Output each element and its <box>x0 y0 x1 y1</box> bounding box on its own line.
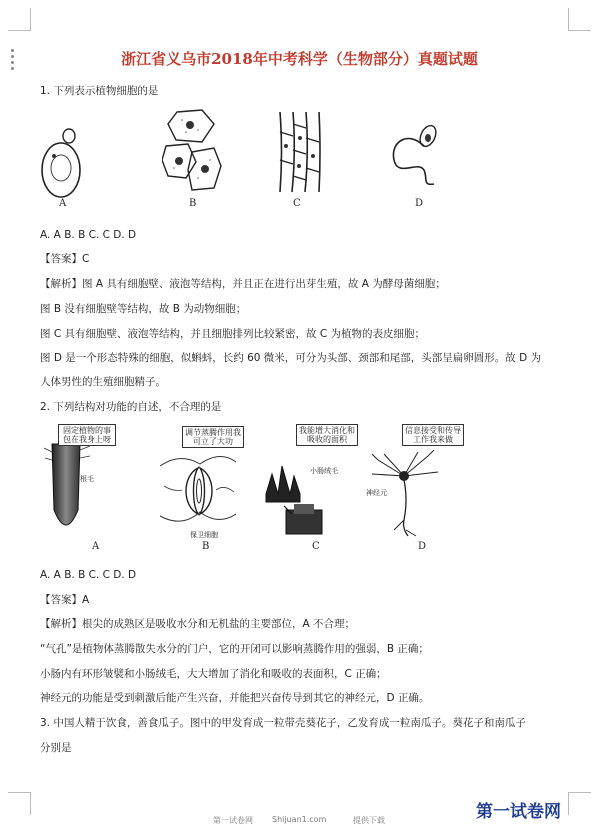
q2-label-neuron: 神经元 <box>366 489 387 497</box>
q2-figure-b-stoma <box>160 446 236 530</box>
q2-label-villi: 小肠绒毛 <box>310 467 338 475</box>
q2-analysis-line: 小肠内有环形皱襞和小肠绒毛，大大增加了消化和吸收的表面积，C 正确； <box>40 668 387 680</box>
q2-analysis-line: 神经元的功能是受到刺激后能产生兴奋，并能把兴奋传导到其它的神经元，D 正确。 <box>40 692 430 704</box>
brand-watermark: 第一试卷网 <box>476 802 561 822</box>
q2-figure-a-label: A <box>92 541 100 552</box>
q2-label-root-hair: 根毛 <box>80 475 94 483</box>
q1-figure-c-label: C <box>293 198 301 209</box>
q2-analysis-line: 【解析】根尖的成熟区是吸收水分和无机盐的主要部位，A 不合理； <box>40 618 356 630</box>
q1-analysis-line: 【解析】图 A 具有细胞壁、液泡等结构，并且正在进行出芽生殖，故 A 为酵母菌细胞； <box>40 278 446 290</box>
footer-download-text: 提供下载 <box>353 816 385 825</box>
footer-site-name: 第一试卷网 <box>213 816 253 825</box>
q2-figure-d-label: D <box>418 541 427 552</box>
q2-figure-b-label: B <box>202 541 210 552</box>
q3-stem-line: 3. 中国人精于饮食，善食瓜子。图中的甲发育成一粒带壳葵花子，乙发育成一粒南瓜子。葵花子和南瓜子 <box>40 717 526 729</box>
q1-figure-b-animal-cells <box>162 108 222 196</box>
q1-options: A. A B. B C. C D. D <box>40 229 137 241</box>
crop-mark-bottom-right <box>568 792 591 815</box>
q2-analysis-line: “气孔”是植物体蒸腾散失水分的门户，它的开闭可以影响蒸腾作用的强弱，B 正确； <box>40 643 429 655</box>
q3-stem-line: 分别是 <box>40 742 72 754</box>
q2-callout-a: 固定植物的事包在我身上呀 <box>58 424 116 446</box>
q2-callout-c: 我能增大消化和吸收的面积 <box>296 424 358 446</box>
q2-label-guard-cell: 保卫细胞 <box>190 531 218 539</box>
crop-mark-bottom-left <box>8 792 31 815</box>
page-title: 浙江省义乌市2018年中考科学（生物部分）真题试题 <box>121 50 478 68</box>
crop-mark-top-left <box>8 8 31 31</box>
q1-figure-b-label: B <box>189 198 197 209</box>
crop-mark-top-right <box>568 8 591 31</box>
q1-figure-a-yeast-cell <box>40 120 82 200</box>
q1-figure-a-label: A <box>59 198 67 209</box>
q2-options: A. A B. B C. C D. D <box>40 569 137 581</box>
q2-answer: 【答案】A <box>40 594 90 606</box>
q2-stem: 2. 下列结构对功能的自述，不合理的是 <box>40 401 222 413</box>
q1-analysis-line: 图 C 具有细胞壁、液泡等结构，并且细胞排列比较紧密，故 C 为植物的表皮细胞； <box>40 328 426 340</box>
q2-callout-b: 调节蒸腾作用我可立了大功 <box>182 426 244 448</box>
q1-figure-c-plant-epidermal-cells <box>277 110 323 194</box>
q1-stem: 1. 下列表示植物细胞的是 <box>40 85 159 97</box>
q1-analysis-line: 人体男性的生殖细胞精子。 <box>40 376 166 388</box>
q2-figure-a-root-tip <box>44 440 94 540</box>
footer-site-url[interactable]: Shijuan1.com <box>272 815 327 824</box>
q1-analysis-line: 图 B 没有细胞壁等结构，故 B 为动物细胞； <box>40 303 247 315</box>
q1-answer: 【答案】C <box>40 253 90 265</box>
q1-figure-d-label: D <box>415 198 424 209</box>
q2-callout-d: 信息接受和传导工作我来做 <box>402 424 464 446</box>
q1-analysis-line: 图 D 是一个形态特殊的细胞，似蝌蚪，长约 60 微米，可分为头部、颈部和尾部，头部呈扁卵圆形。故 D 为 <box>40 352 542 364</box>
q1-figure-d-sperm-cell <box>388 120 448 188</box>
q2-figure-c-label: C <box>312 541 320 552</box>
